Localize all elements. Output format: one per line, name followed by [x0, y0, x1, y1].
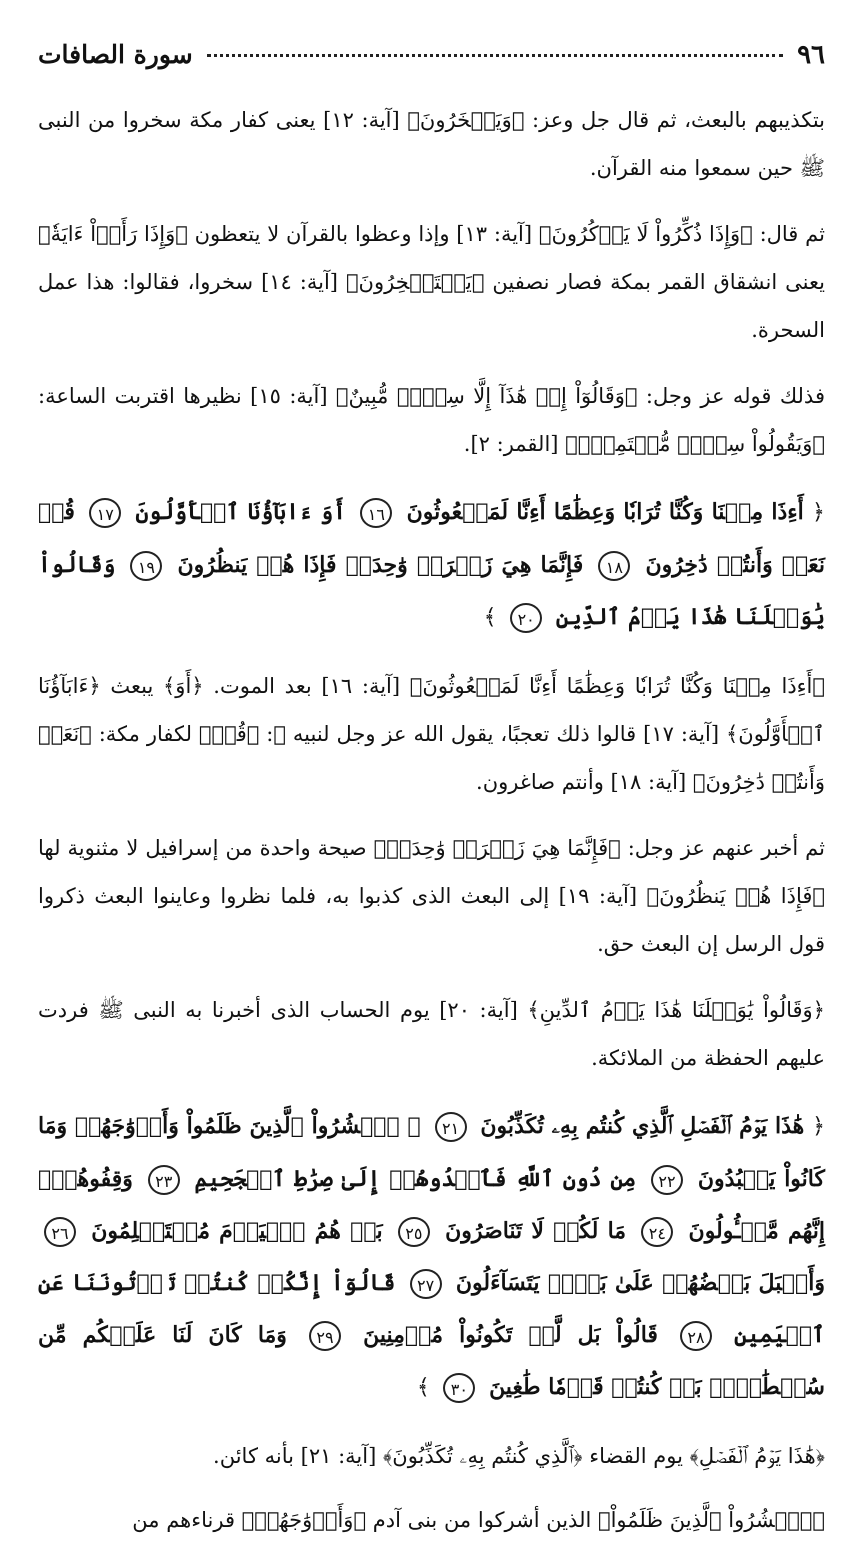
verse-text: وَأَقۡبَلَ بَعۡضُهُمۡ عَلَىٰ بَعۡضٖ يَتَسَآءَلُونَ: [455, 1270, 825, 1296]
page-header: [38, 40, 825, 84]
verse-text: هَٰذَا يَوۡمُ ٱلۡفَصۡلِ ٱلَّذِي كُنتُم بِهِۦ تُكَذِّبُونَ: [480, 1113, 805, 1139]
verse-number-marker: ٣٠: [443, 1373, 475, 1403]
verse-text: بَلۡ هُمُ ٱلۡيَوۡمَ مُسۡتَسۡلِمُونَ: [91, 1218, 383, 1244]
verse-text: قُلۡ نَعَمۡ وَأَنتُمۡ دَٰخِرُونَ: [38, 499, 825, 578]
verse-number-marker: ١٨: [598, 551, 630, 581]
verse-number-marker: ٢٢: [651, 1165, 683, 1195]
commentary-paragraph-6: ﴿وَقَالُواْ يَٰوَيۡلَنَا هَٰذَا يَوۡمُ ٱلدِّينِ﴾ [آية: ٢٠] يوم الحساب الذى أخبرنا به النبى ﷺ فردت عليهم الحفظة من الملائكة.: [38, 998, 825, 1070]
page-number: ٩٦: [797, 40, 825, 70]
commentary-paragraph-5: ثم أخبر عنهم عز وجل: ﴿فَإِنَّمَا هِيَ زَجۡرَةٞ وَٰحِدَةٞ﴾ صيحة واحدة من إسرافيل لا مثنوية لها ﴿فَإِذَا هُمۡ يَنظُرُونَ﴾ [آية: ١٩] إلى البعث الذى كذبوا به، فلما نظروا وعاينوا البعث ذكروا قول الرسل إن البعث حق.: [38, 836, 825, 956]
verse-number-marker: ٢٩: [309, 1321, 341, 1351]
verse-text: قَالُوٓاْ إِنَّكُمۡ كُنتُمۡ تَأۡتُونَنَا عَنِ ٱلۡيَمِينِ: [38, 1270, 825, 1348]
verse-text: أَوَ ءَابَآؤُنَا ٱلۡأَوَّلُونَ: [135, 499, 347, 525]
verse-number-marker: ٢١: [435, 1112, 467, 1142]
verse-text: وَمَا كَانَ لَنَا عَلَيۡكُم مِّن سُلۡطَٰنِۭۖ بَلۡ كُنتُمۡ قَوۡمٗا طَٰغِينَ: [38, 1322, 825, 1400]
verse-text: وَقَالُواْ يَٰوَيۡلَنَا هَٰذَا يَوۡمُ ٱلدِّينِ: [38, 552, 825, 630]
surah-title: سورة الصافات: [38, 40, 193, 69]
verse-text: مَا لَكُمۡ لَا تَنَاصَرُونَ: [445, 1218, 627, 1244]
quran-verse-block-1: [38, 486, 825, 644]
verse-number-marker: ٢٨: [680, 1321, 712, 1351]
verse-number-marker: ١٦: [360, 498, 392, 528]
verse-number-marker: ٢٦: [44, 1217, 76, 1247]
quran-verse-block-2: [38, 1100, 825, 1414]
verse-number-marker: ٢٣: [148, 1165, 180, 1195]
verse-number-marker: ١٩: [130, 551, 162, 581]
verse-text: ۞ ٱحۡشُرُواْ ٱلَّذِينَ ظَلَمُواْ وَأَزۡوَٰجَهُمۡ وَمَا كَانُواْ يَعۡبُدُونَ: [38, 1113, 825, 1192]
commentary-paragraph-7: ﴿هَٰذَا يَوۡمُ ٱلۡفَصۡلِ﴾ يوم القضاء ﴿ٱلَّذِي كُنتُم بِهِۦ تُكَذِّبُونَ﴾ [آية: ٢١] بأنه كائن.: [213, 1444, 825, 1468]
verse-number-marker: ٢٤: [641, 1217, 673, 1247]
verse-text: فَإِنَّمَا هِيَ زَجۡرَةٞ وَٰحِدَةٞ فَإِذَا هُمۡ يَنظُرُونَ: [177, 552, 584, 578]
verse-text: وَقِفُوهُمۡۖ إِنَّهُم مَّسۡـُٔولُونَ: [38, 1166, 825, 1244]
ornate-bracket-close: ﴾: [416, 1375, 430, 1400]
ornate-bracket-close: ﴾: [483, 605, 497, 630]
ornate-bracket-open: ﴿: [812, 1114, 825, 1139]
ornate-bracket-open: ﴿: [812, 500, 825, 525]
header-dotted-leader: [207, 54, 783, 57]
verse-text: مِن دُونِ ٱللَّهِ فَٱهۡدُوهُمۡ إِلَىٰ صِرَٰطِ ٱلۡجَحِيمِ: [194, 1166, 637, 1192]
commentary-paragraph-2: ثم قال: ﴿وَإِذَا ذُكِّرُواْ لَا يَذۡكُرُونَ﴾ [آية: ١٣] وإذا وعظوا بالقرآن لا يتعظون ﴿وَإِذَا رَأَوۡاْ ءَايَةٗ﴾ يعنى انشقاق القمر بمكة فصار نصفين ﴿يَسۡتَسۡخِرُونَ﴾ [آية: ١٤] سخروا، فقالوا: هذا عمل السحرة.: [38, 222, 825, 342]
verse-number-marker: ٢٠: [510, 603, 542, 633]
verse-number-marker: ٢٥: [398, 1217, 430, 1247]
commentary-paragraph-8: ﴿ٱحۡشُرُواْ ٱلَّذِينَ ظَلَمُواْ﴾ الذين أشركوا من بنى آدم ﴿وَأَزۡوَٰجَهُمۡ﴾ قرناءهم من: [132, 1508, 825, 1532]
verse-number-marker: ١٧: [89, 498, 121, 528]
verse-text: قَالُواْ بَل لَّمۡ تَكُونُواْ مُؤۡمِنِينَ: [363, 1322, 658, 1348]
commentary-paragraph-1: بتكذيبهم بالبعث، ثم قال جل وعز: ﴿وَيَسۡخَرُونَ﴾ [آية: ١٢] يعنى كفار مكة سخروا من النبى ﷺ حين سمعوا منه القرآن.: [38, 108, 825, 180]
verse-number-marker: ٢٧: [410, 1269, 442, 1299]
verse-text: أَءِذَا مِتۡنَا وَكُنَّا تُرَابٗا وَعِظَٰمًا أَءِنَّا لَمَبۡعُوثُونَ: [406, 499, 804, 525]
commentary-paragraph-3: فذلك قوله عز وجل: ﴿وَقَالُوٓاْ إِنۡ هَٰذَآ إِلَّا سِحۡرٞ مُّبِينٌ﴾ [آية: ١٥] نظيرها اقتربت الساعة: ﴿وَيَقُولُواْ سِحۡرٞ مُّسۡتَمِرّٞ﴾ [القمر: ٢].: [38, 384, 825, 456]
commentary-paragraph-4: ﴿أَءِذَا مِتۡنَا وَكُنَّا تُرَابٗا وَعِظَٰمًا أَءِنَّا لَمَبۡعُوثُونَ﴾ [آية: ١٦] بعد الموت. ﴿أَوَ﴾ يبعث ﴿ءَابَآؤُنَا ٱلۡأَوَّلُونَ﴾ [آية: ١٧] قالوا ذلك تعجبًا، يقول الله عز وجل لنبيه ﷺ: ﴿قُلۡ﴾ لكفار مكة: ﴿نَعَمۡ وَأَنتُمۡ دَٰخِرُونَ﴾ [آية: ١٨] وأنتم صاغرون.: [38, 674, 825, 794]
